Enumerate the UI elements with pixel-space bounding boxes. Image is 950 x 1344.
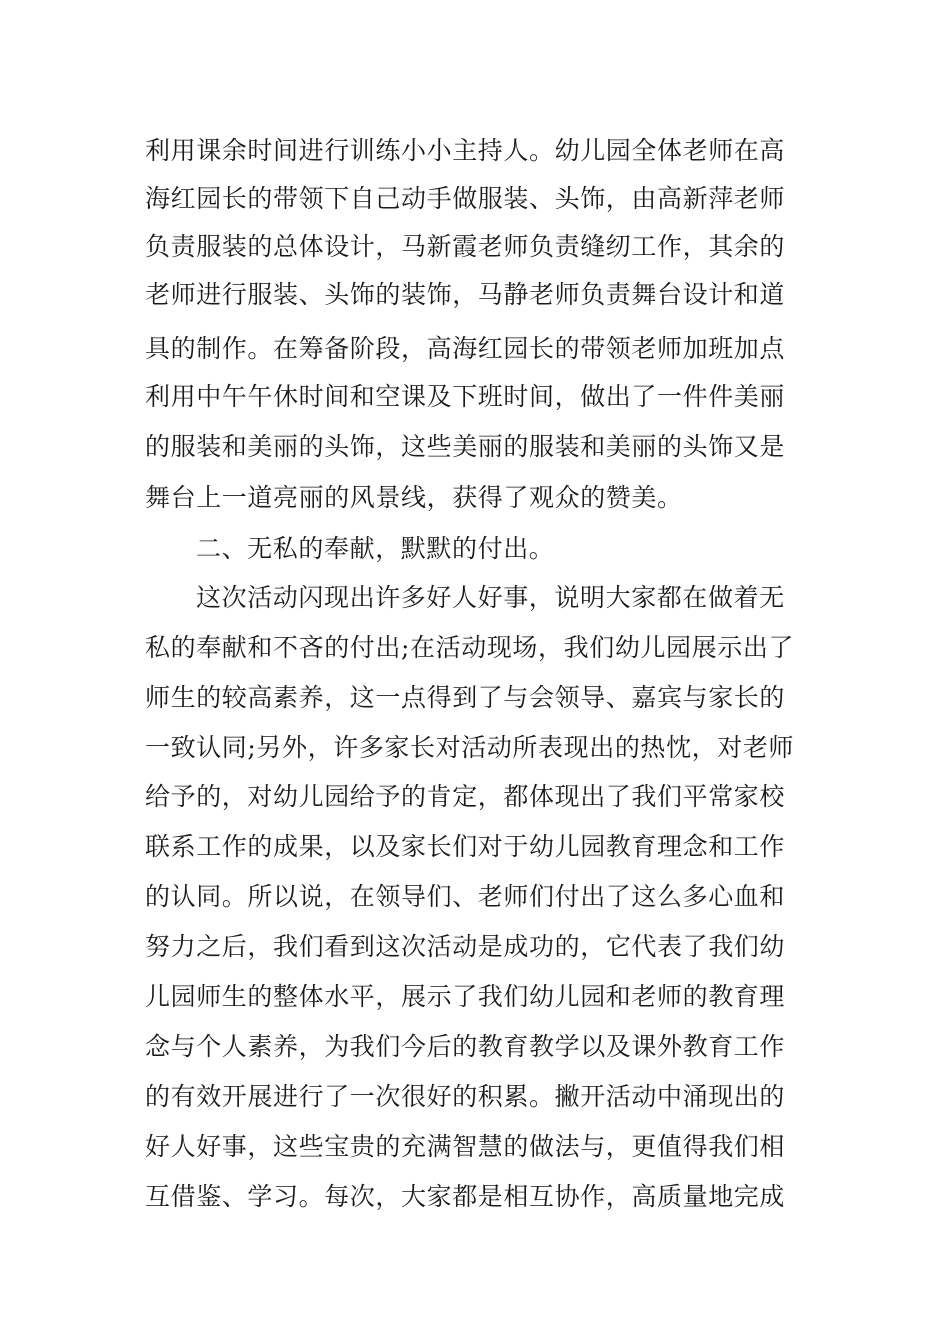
text-line: 这次活动闪现出许多好人好事，说明大家都在做着无 [196, 583, 785, 612]
text-line: 利用课余时间进行训练小小主持人。幼儿园全体老师在高 [145, 136, 786, 165]
text-line: 念与个人素养，为我们今后的教育教学以及课外教育工作 [145, 1032, 786, 1061]
text-line: 负责服装的总体设计，马新霞老师负责缝纫工作，其余的 [145, 232, 786, 261]
text-line: 利用中午午休时间和空课及下班时间，做出了一件件美丽 [145, 382, 786, 411]
text-line: 私的奉献和不吝的付出;在活动现场，我们幼儿园展示出了 [145, 633, 795, 662]
text-line: 的认同。所以说，在领导们、老师们付出了这么多心血和 [145, 882, 786, 911]
text-line: 师生的较高素养，这一点得到了与会领导、嘉宾与家长的 [145, 683, 786, 712]
text-line: 的有效开展进行了一次很好的积累。撇开活动中涌现出的 [145, 1082, 786, 1111]
text-line: 海红园长的带领下自己动手做服装、头饰，由高新萍老师 [145, 184, 786, 213]
text-line: 互借鉴、学习。每次，大家都是相互协作，高质量地完成 [145, 1182, 786, 1211]
text-line: 联系工作的成果，以及家长们对于幼儿园教育理念和工作 [145, 832, 786, 861]
text-line: 努力之后，我们看到这次活动是成功的，它代表了我们幼 [145, 932, 786, 961]
text-line: 老师进行服装、头饰的装饰，马静老师负责舞台设计和道 [145, 280, 786, 309]
text-line: 舞台上一道亮丽的风景线，获得了观众的赞美。 [145, 483, 683, 512]
text-line: 的服装和美丽的头饰，这些美丽的服装和美丽的头饰又是 [145, 432, 786, 461]
text-line: 儿园师生的整体水平，展示了我们幼儿园和老师的教育理 [145, 982, 786, 1011]
text-line: 好人好事，这些宝贵的充满智慧的做法与，更值得我们相 [145, 1132, 786, 1161]
text-line: 给予的，对幼儿园给予的肯定，都体现出了我们平常家校 [145, 782, 786, 811]
section-heading: 二、无私的奉献，默默的付出。 [196, 534, 555, 563]
text-line: 具的制作。在筹备阶段，高海红园长的带领老师加班加点 [145, 334, 786, 363]
text-line: 一致认同;另外，许多家长对活动所表现出的热忱，对老师 [145, 733, 795, 762]
